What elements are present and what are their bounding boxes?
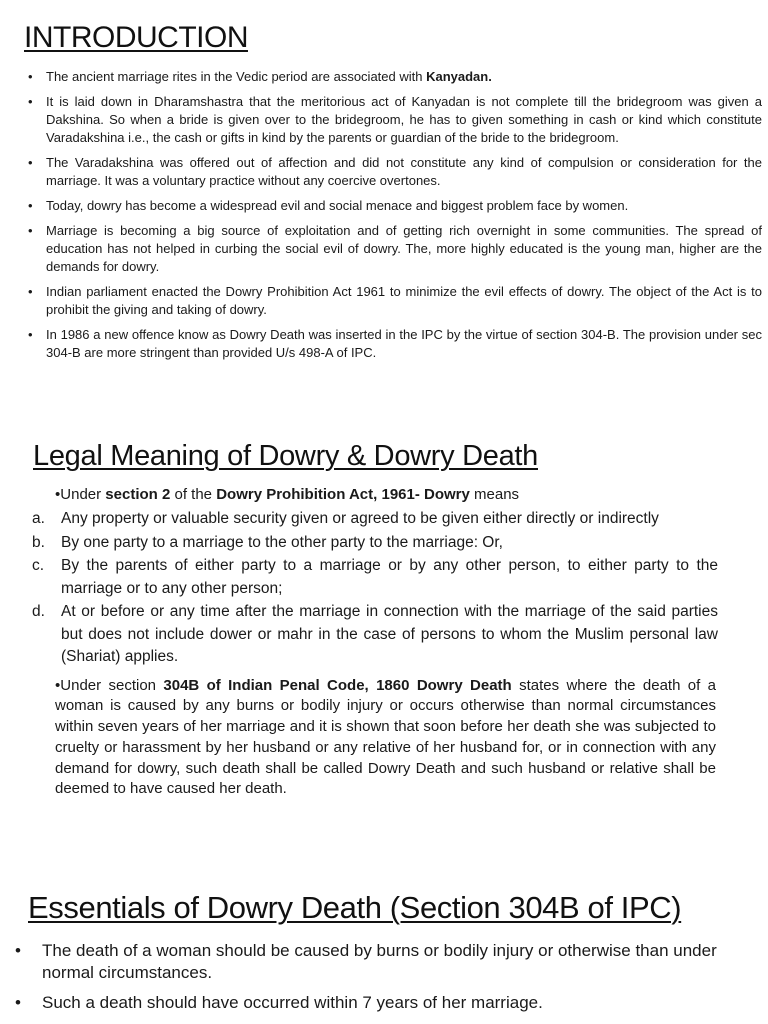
introduction-list [20,68,762,362]
bullet-icon: • [28,198,33,213]
lead-text: of the [170,486,217,503]
item-text: By one party to a marriage to the other party to the marriage: Or, [61,533,503,551]
item-text: It is laid down in Dharamshastra that the meritorious act of Kanyadan is not complete till the bridegroom was given a Dakshina. So when a bride is given over to the bridegroom, he has to given something in cash or kind which constitute Varadakshina i.e., the cash or gifts in kind by the parents or guardian of the bride to the bridegroom. [46,94,762,145]
list-item [20,326,762,362]
item-text: The death of a woman should be caused by burns or bodily injury or otherwise than under normal circumstances. [42,941,717,982]
item-letter: c. [32,557,45,574]
para-bold-text: 304B of Indian Penal Code, 1860 Dowry Death [163,676,512,694]
bullet-icon: • [28,327,33,342]
list-item [30,532,718,555]
item-text: By the parents of either party to a marriage or by any other person, to either party to the marriage or to any other person; [61,557,718,597]
introduction-section [0,20,768,369]
item-letter: b. [32,533,45,551]
item-letter: a. [32,510,45,527]
bullet-icon: • [55,676,61,694]
essentials-section [0,888,768,1022]
item-text: The ancient marriage rites in the Vedic period are associated with [46,69,427,84]
item-text: Such a death should have occurred within 7 years of her marriage. [42,993,543,1012]
lead-text: Under [60,486,106,503]
item-text: Today, dowry has become a widespread evil and social menace and biggest problem face by women. [46,198,629,213]
lead-bold-section: section 2 [105,486,171,503]
definition-list [30,508,718,669]
list-item [14,992,758,1014]
essentials-heading: Essentials of Dowry Death (Section 304B of IPC) [28,890,682,925]
list-item [30,508,718,531]
lead-bold-act: Dowry Prohibition Act, 1961- Dowry [216,486,470,503]
para-text: Under section [60,676,164,694]
item-text: Any property or valuable security given or agreed to be given either directly or indirectly [61,510,659,527]
list-item [30,601,718,669]
list-item [20,68,762,86]
legal-meaning-heading: Legal Meaning of Dowry & Dowry Death [33,440,538,472]
bullet-icon: • [55,486,61,503]
introduction-heading: INTRODUCTION [24,21,248,54]
bullet-icon: • [28,155,33,170]
item-text: In 1986 a new offence know as Dowry Death was inserted in the IPC by the virtue of section 304-B. The provision under sec 304-B are more stringent than provided U/s 498-A of IPC. [46,327,762,360]
item-letter: d. [32,603,45,620]
item-bold-text: Kanyadan. [426,69,492,84]
list-item [20,154,762,190]
bullet-icon: • [28,69,33,84]
item-text: Marriage is becoming a big source of exploitation and of getting rich overnight in some communities. The spread of education has not helped in curbing the social evil of dowry. The, more highly educated is the young man, higher are the demands for dowry. [46,223,762,274]
bullet-icon: • [28,223,33,238]
legal-meaning-section [0,438,768,800]
list-item [20,222,762,276]
item-text: Indian parliament enacted the Dowry Prohibition Act 1961 to minimize the evil effects of dowry. The object of the Act is to prohibit the giving and taking of dowry. [46,284,762,317]
list-item [30,555,718,600]
bullet-icon: • [15,941,21,960]
dowry-death-definition [30,676,718,801]
bullet-icon: • [28,284,33,299]
bullet-icon: • [28,94,33,109]
list-item [14,940,758,984]
list-item [20,197,762,215]
list-item [20,93,762,147]
item-text: The Varadakshina was offered out of affection and did not constitute any kind of compulsion or consideration for the marriage. It was a voluntary practice without any coercive overtones. [46,155,762,188]
essentials-list [14,940,758,1014]
item-text: At or before or any time after the marriage in connection with the marriage of the said parties but does not include dower or mahr in the case of persons to whom the Muslim personal law (Shariat) applies. [61,603,718,665]
para-text: states where the death of a woman is caused by any burns or bodily injury or occurs otherwise than normal circumstances within seven years of her marriage and it is shown that soon before her death she was subjected to cruelty or harassment by her husband or any relative of her husband for, or in connection with any demand for dowry, such death shall be called Dowry Death and such husband or relative shall be deemed to have caused her death. [55,676,717,798]
lead-text: means [469,486,520,503]
list-item [20,283,762,319]
bullet-icon: • [15,993,21,1012]
definition-lead [30,484,718,505]
